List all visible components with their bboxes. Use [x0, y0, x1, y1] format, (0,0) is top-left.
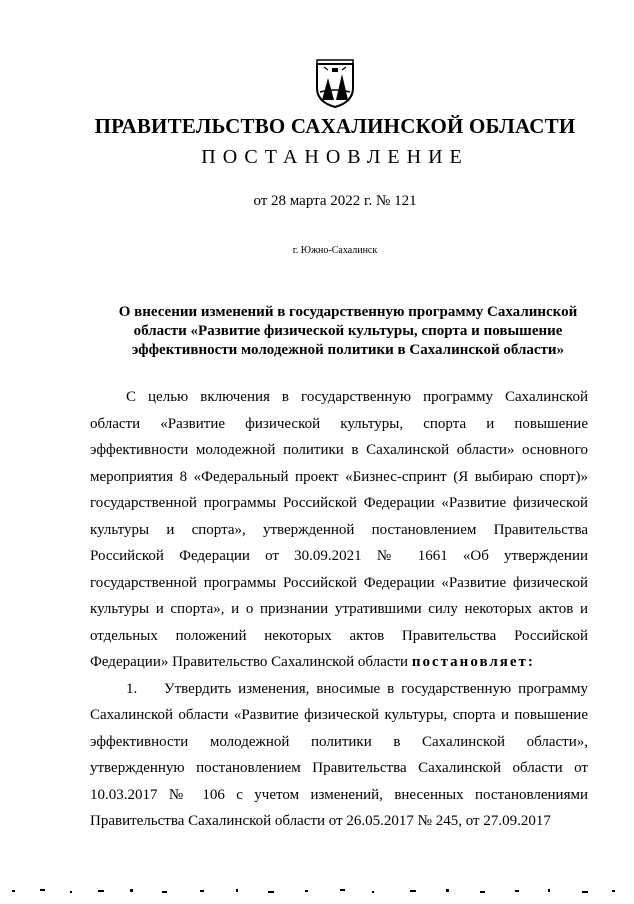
resolves-keyword: постановляет:	[411, 654, 535, 670]
subject-line: области «Развитие физической культуры, спорта и повышение	[133, 323, 563, 339]
scan-edge-noise	[0, 880, 634, 900]
preamble-paragraph	[90, 384, 588, 676]
subject-line: эффективности молодежной политики в Сахалинской области»	[131, 342, 565, 358]
document-subject	[108, 303, 588, 360]
document-type: ПОСТАНОВЛЕНИЕ	[201, 146, 469, 168]
document-date-number: от 28 марта 2022 г. № 121	[253, 193, 417, 209]
item-1-text: Утвердить изменения, вносимые в государственную программу Сахалинской области «Развитие физической культуры, спорта и повышение эффективности молодежной политики в Сахалинской области», утвержденную постановлением Правительства Сахалинской области от 10.03.2017 № 106 с учетом изменений, внесенных постановлениями Правительства Сахалинской области от 26.05.2017 № 245, от 27.09.2017	[90, 680, 588, 829]
subject-line: О внесении изменений в государственную программу Сахалинской	[118, 304, 578, 320]
document-city: г. Южно-Сахалинск	[292, 245, 378, 256]
preamble-text: С целью включения в государственную программу Сахалинской области «Развитие физической культуры, спорта и повышение эффективности молодежной политики в Сахалинской области» основного мероприятия 8 «Федеральный проект «Бизнес-спринт (Я выбираю спорт)» государственной программы Российской Федерации «Развитие физической культуры и спорта», утвержденной постановлением Правительства Российской Федерации от 30.09.2021 № 1661 «Об утверждении государственной программы Российской Федерации «Развитие физической культуры и спорта», и о признании утратившими силу некоторых актов и отдельных положений некоторых актов Правительства Российской Федерации» Правительство Сахалинской области	[90, 389, 588, 670]
coat-of-arms-icon	[314, 58, 356, 108]
government-title: ПРАВИТЕЛЬСТВО САХАЛИНСКОЙ ОБЛАСТИ	[94, 114, 576, 138]
document-body	[90, 384, 588, 835]
item-1-number: 1.	[126, 680, 138, 697]
item-1-paragraph	[90, 676, 588, 835]
